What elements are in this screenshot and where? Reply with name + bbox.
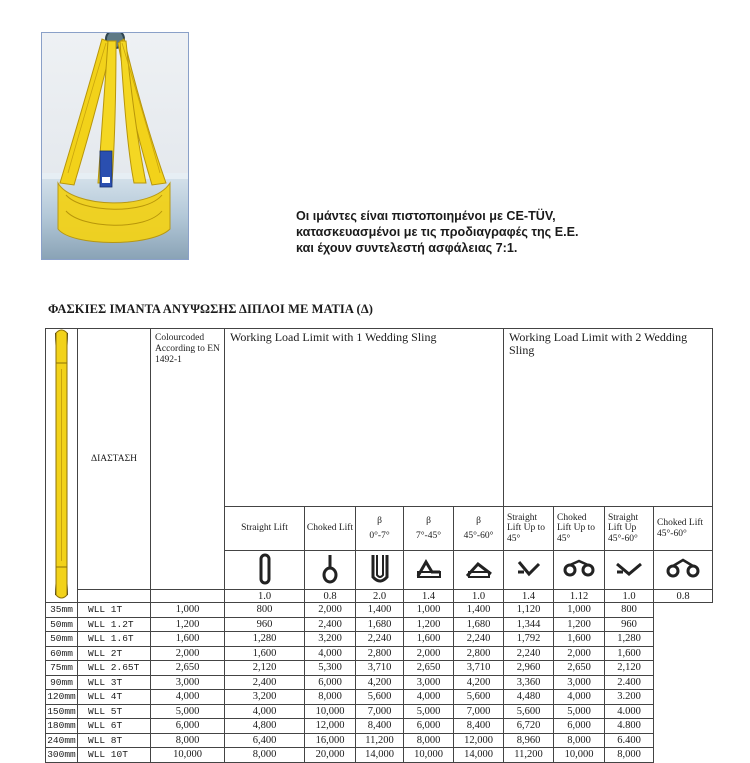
- dimension-cell: 60mm: [46, 646, 78, 661]
- value-cell: 6,720: [504, 719, 554, 734]
- table-row: [46, 704, 713, 719]
- value-cell: 2,120: [225, 661, 305, 676]
- value-cell: 12,000: [454, 733, 504, 748]
- value-cell: 5,000: [554, 704, 605, 719]
- beta-0-7-header: [356, 507, 404, 551]
- value-cell: 1,680: [356, 617, 404, 632]
- value-cell: 4,000: [305, 646, 356, 661]
- straight-45-60-header: Straight Lift Up 45°-60°: [605, 507, 654, 551]
- factor-blank: [78, 590, 151, 603]
- value-cell: 1,400: [356, 603, 404, 618]
- value-cell: 4,200: [454, 675, 504, 690]
- value-cell: 2,800: [356, 646, 404, 661]
- value-cell: 4.000: [605, 704, 654, 719]
- value-cell: 8,000: [305, 690, 356, 705]
- table-row: [46, 690, 713, 705]
- value-cell: 2,000: [554, 646, 605, 661]
- value-cell: 2,400: [225, 675, 305, 690]
- value-cell: 6,000: [404, 719, 454, 734]
- beta-7-45-header: [404, 507, 454, 551]
- value-cell: 4,000: [554, 690, 605, 705]
- value-cell: 4,480: [504, 690, 554, 705]
- wll-table: [45, 328, 713, 763]
- value-cell: 1,600: [404, 632, 454, 647]
- value-cell: 4,000: [151, 690, 225, 705]
- factor-cell: 0.8: [305, 590, 356, 603]
- value-cell: 3,000: [151, 675, 225, 690]
- value-cell: 6.400: [605, 733, 654, 748]
- table-factor-row: [46, 590, 713, 603]
- value-cell: 3,000: [404, 675, 454, 690]
- value-cell: 1,000: [554, 603, 605, 618]
- value-cell: 7,000: [454, 704, 504, 719]
- value-cell: 2,650: [404, 661, 454, 676]
- wll-cell: WLL 10T: [78, 748, 151, 763]
- table-body: [46, 603, 713, 763]
- value-cell: 6,000: [151, 719, 225, 734]
- wll-cell: WLL 3T: [78, 675, 151, 690]
- sling-photo: [41, 32, 189, 260]
- two-leg-choked-icon: [554, 551, 605, 590]
- value-cell: 20,000: [305, 748, 356, 763]
- dimension-cell: 150mm: [47, 705, 76, 717]
- value-cell: 6,400: [225, 733, 305, 748]
- choker-icon: [305, 551, 356, 590]
- value-cell: 960: [225, 617, 305, 632]
- choked-up45-header: Choked Lift Up to 45°: [554, 507, 605, 551]
- table-row: [46, 632, 713, 647]
- value-cell: 3,000: [554, 675, 605, 690]
- table-row: [46, 617, 713, 632]
- value-cell: 800: [605, 603, 654, 618]
- value-cell: 2,400: [305, 617, 356, 632]
- cert-line-1: Οι ιμάντες είναι πιστοποιημένοι με CE-TÜV,: [296, 209, 556, 223]
- value-cell: 10,000: [151, 748, 225, 763]
- value-cell: 1,200: [404, 617, 454, 632]
- value-cell: 8,000: [404, 733, 454, 748]
- factor-blank: [151, 590, 225, 603]
- basket-angled-icon: [404, 551, 454, 590]
- value-cell: 4,000: [404, 690, 454, 705]
- two-leg-straight-wide-icon: [605, 551, 654, 590]
- value-cell: 4,000: [225, 704, 305, 719]
- value-cell: 3,200: [225, 690, 305, 705]
- value-cell: 16,000: [305, 733, 356, 748]
- beta-range: 0°-7°: [369, 530, 390, 541]
- value-cell: 2,650: [151, 661, 225, 676]
- value-cell: 2,960: [504, 661, 554, 676]
- beta-symbol: β: [377, 516, 382, 526]
- value-cell: 1,600: [151, 632, 225, 647]
- factor-cell: 1.0: [225, 590, 305, 603]
- single-vertical-icon: [225, 551, 305, 590]
- certification-text: [296, 208, 676, 256]
- value-cell: 7,000: [356, 704, 404, 719]
- value-cell: 5,000: [404, 704, 454, 719]
- dimension-cell: 180mm: [47, 720, 76, 732]
- value-cell: 1,280: [225, 632, 305, 647]
- value-cell: 1,120: [504, 603, 554, 618]
- value-cell: 8,000: [554, 733, 605, 748]
- table-row: [46, 675, 713, 690]
- factor-cell: 1.12: [554, 590, 605, 603]
- table-row: [46, 603, 713, 618]
- cert-line-3: και έχουν συντελεστή ασφάλειας 7:1.: [296, 241, 518, 255]
- dimension-cell: 50mm: [46, 617, 78, 632]
- wll-cell: WLL 1.6T: [78, 632, 151, 647]
- value-cell: 800: [225, 603, 305, 618]
- straight-lift-header: Straight Lift: [225, 507, 305, 551]
- choked-lift-header: Choked Lift: [305, 507, 356, 551]
- value-cell: 1,680: [454, 617, 504, 632]
- dimension-cell: 50mm: [46, 632, 78, 647]
- table-row: [46, 646, 713, 661]
- value-cell: 2,000: [404, 646, 454, 661]
- value-cell: 11,200: [504, 748, 554, 763]
- beta-45-60-header: [454, 507, 504, 551]
- value-cell: 2,240: [454, 632, 504, 647]
- dimension-header: ΔΙΑΣΤΑΣΗ: [78, 329, 151, 590]
- dimension-cell: 300mm: [47, 749, 76, 761]
- value-cell: 3.200: [605, 690, 654, 705]
- section-heading: ΦΑΣΚΙΕΣ ΙΜΑΝΤΑ ΑΝΥΨΩΣΗΣ ΔΙΠΛΟΙ ΜΕ ΜΑΤΙΑ (Δ): [48, 302, 374, 316]
- value-cell: 1,200: [151, 617, 225, 632]
- colour-header: Colourcoded According to EN 1492-1: [151, 329, 225, 590]
- value-cell: 6,000: [554, 719, 605, 734]
- sling-vertical-icon: [46, 329, 77, 599]
- value-cell: 1,792: [504, 632, 554, 647]
- value-cell: 2,000: [151, 646, 225, 661]
- dimension-cell: 90mm: [46, 675, 78, 690]
- value-cell: 1,200: [554, 617, 605, 632]
- value-cell: 8,000: [605, 748, 654, 763]
- value-cell: 8,000: [225, 748, 305, 763]
- value-cell: 8,000: [151, 733, 225, 748]
- value-cell: 5,300: [305, 661, 356, 676]
- dimension-cell: 75mm: [46, 661, 78, 676]
- value-cell: 4.800: [605, 719, 654, 734]
- table-row: [46, 661, 713, 676]
- value-cell: 1,000: [404, 603, 454, 618]
- value-cell: 14,000: [356, 748, 404, 763]
- two-leg-straight-icon: [504, 551, 554, 590]
- straight-up45-header: Straight Lift Up to 45°: [504, 507, 554, 551]
- value-cell: 3,710: [454, 661, 504, 676]
- factor-cell: 2.0: [356, 590, 404, 603]
- value-cell: 960: [605, 617, 654, 632]
- value-cell: 2,240: [504, 646, 554, 661]
- factor-cell: 1.4: [404, 590, 454, 603]
- wll-cell: WLL 2.65T: [78, 661, 151, 676]
- value-cell: 1,000: [151, 603, 225, 618]
- wll-cell: WLL 2T: [78, 646, 151, 661]
- table-row: [46, 719, 713, 734]
- value-cell: 2,800: [454, 646, 504, 661]
- table-row: [46, 733, 713, 748]
- dimension-cell: 240mm: [47, 734, 76, 746]
- value-cell: 3,710: [356, 661, 404, 676]
- value-cell: 2,120: [605, 661, 654, 676]
- table-row: [46, 748, 713, 763]
- value-cell: 1,400: [454, 603, 504, 618]
- factor-cell: 1.0: [454, 590, 504, 603]
- value-cell: 3,200: [305, 632, 356, 647]
- basket-vertical-icon: [356, 551, 404, 590]
- beta-symbol: β: [426, 516, 431, 526]
- value-cell: 2,240: [356, 632, 404, 647]
- choked-45-60-header: Choked Lift 45°-60°: [654, 507, 713, 551]
- sling-image-cell: [46, 329, 78, 603]
- value-cell: 5,600: [454, 690, 504, 705]
- value-cell: 11,200: [356, 733, 404, 748]
- value-cell: 8,960: [504, 733, 554, 748]
- table-header-row-1: [46, 329, 713, 507]
- dimension-cell: 35mm: [46, 603, 78, 618]
- factor-cell: 1.0: [605, 590, 654, 603]
- beta-symbol: β: [476, 516, 481, 526]
- value-cell: 1,600: [605, 646, 654, 661]
- value-cell: 5,000: [151, 704, 225, 719]
- wll-cell: WLL 6T: [78, 719, 151, 734]
- cert-line-2: κατασκευασμένοι με τις προδιαγραφές της Ε.Ε.: [296, 225, 579, 239]
- value-cell: 2,650: [554, 661, 605, 676]
- value-cell: 5,600: [504, 704, 554, 719]
- beta-range: 7°-45°: [415, 530, 441, 541]
- wll-cell: WLL 1.2T: [78, 617, 151, 632]
- dimension-cell: 120mm: [47, 691, 76, 703]
- value-cell: 8,400: [356, 719, 404, 734]
- value-cell: 4,200: [356, 675, 404, 690]
- value-cell: 1,344: [504, 617, 554, 632]
- group1-header: Working Load Limit with 1 Wedding Sling: [225, 329, 504, 507]
- group2-header: Working Load Limit with 2 Wedding Sling: [504, 329, 713, 507]
- beta-range: 45°-60°: [463, 530, 494, 541]
- value-cell: 1,600: [225, 646, 305, 661]
- wll-cell: WLL 8T: [78, 733, 151, 748]
- value-cell: 6,000: [305, 675, 356, 690]
- value-cell: 12,000: [305, 719, 356, 734]
- value-cell: 8,400: [454, 719, 504, 734]
- value-cell: 5,600: [356, 690, 404, 705]
- wll-cell: WLL 5T: [78, 704, 151, 719]
- factor-cell: 1.4: [504, 590, 554, 603]
- value-cell: 3,360: [504, 675, 554, 690]
- value-cell: 2,000: [305, 603, 356, 618]
- value-cell: 10,000: [554, 748, 605, 763]
- factor-cell: 0.8: [654, 590, 713, 603]
- two-leg-choked-wide-icon: [654, 551, 713, 590]
- value-cell: 4,800: [225, 719, 305, 734]
- value-cell: 1,280: [605, 632, 654, 647]
- value-cell: 14,000: [454, 748, 504, 763]
- value-cell: 10,000: [404, 748, 454, 763]
- value-cell: 10,000: [305, 704, 356, 719]
- value-cell: 1,600: [554, 632, 605, 647]
- wll-cell: WLL 4T: [78, 690, 151, 705]
- wll-cell: WLL 1T: [78, 603, 151, 618]
- sling-photo-illustration: [42, 33, 188, 259]
- basket-wide-icon: [454, 551, 504, 590]
- value-cell: 2.400: [605, 675, 654, 690]
